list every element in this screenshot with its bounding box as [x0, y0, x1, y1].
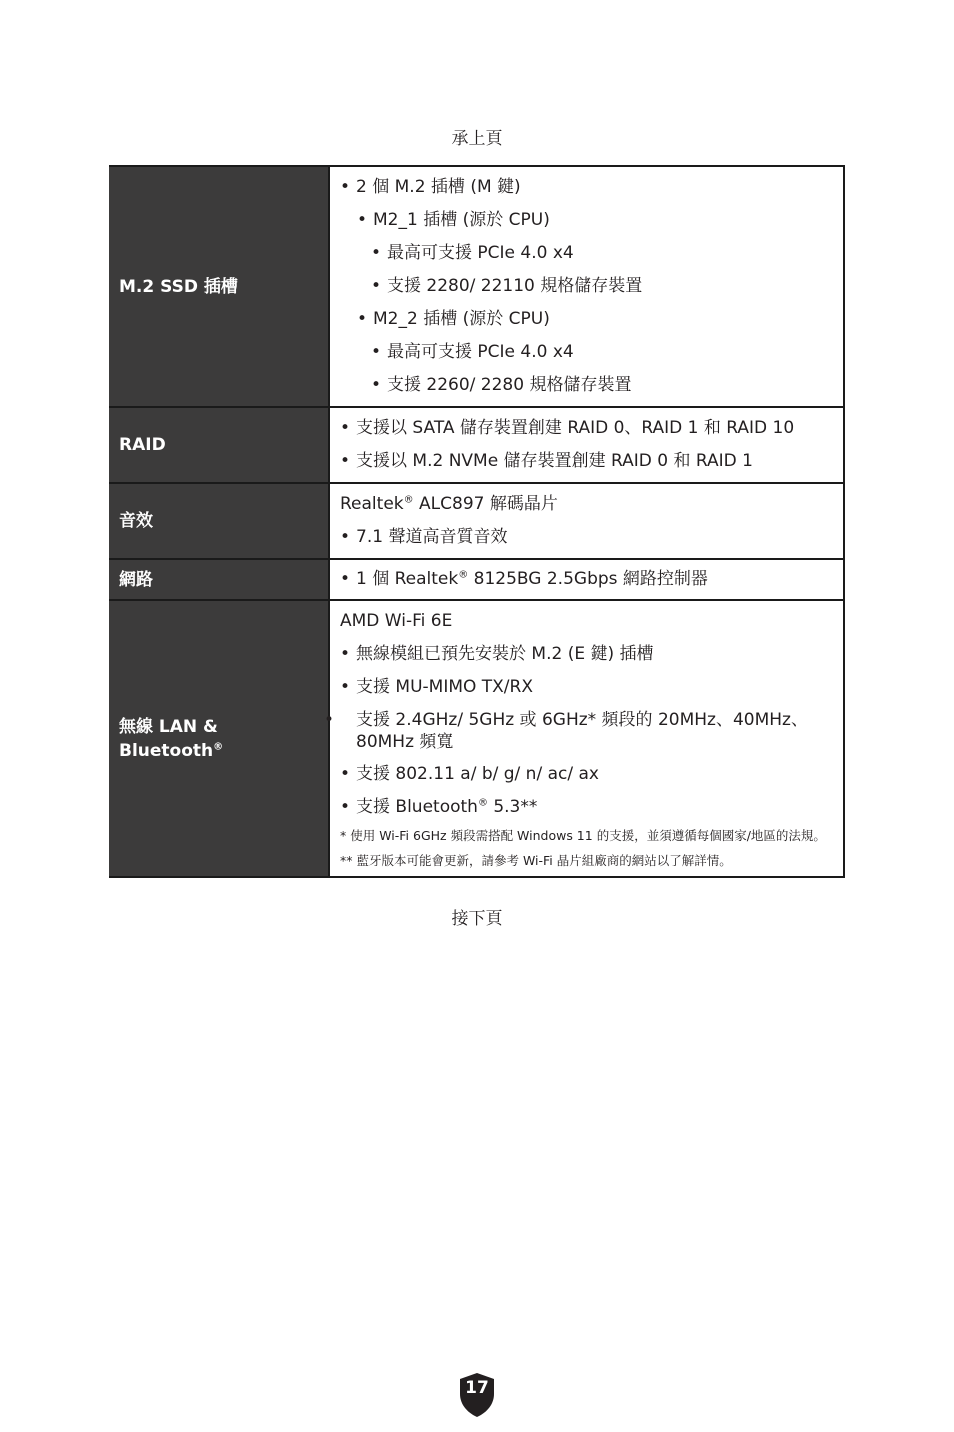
continued-next-label: 接下頁: [451, 909, 503, 929]
list-item: • 支援 2260/ 2280 規格儲存裝置: [371, 375, 632, 395]
audio-chip: Realtek® ALC897 解碼晶片: [340, 494, 558, 514]
list-item: • 支援 2.4GHz/ 5GHz 或 6GHz* 頻段的 20MHz、40MHz、80MHz 頻寬: [324, 710, 808, 752]
row-content-wireless: [324, 600, 844, 877]
row-raid: [109, 407, 844, 483]
row-content-audio: [329, 483, 844, 559]
list-item: • 1 個 Realtek® 8125BG 2.5Gbps 網路控制器: [340, 569, 708, 589]
list-item: • 7.1 聲道高音質音效: [340, 527, 508, 547]
list-item: • M2_1 插槽 (源於 CPU): [357, 210, 550, 230]
list-item: • 支援以 M.2 NVMe 儲存裝置創建 RAID 0 和 RAID 1: [340, 451, 753, 471]
list-item: • 支援 802.11 a/ b/ g/ n/ ac/ ax: [340, 764, 599, 784]
wireless-title: AMD Wi-Fi 6E: [340, 611, 453, 631]
row-content-m2: [329, 166, 844, 407]
row-content-raid: [329, 407, 844, 483]
list-item: • 支援 2280/ 22110 規格儲存裝置: [371, 276, 643, 296]
list-item: • 支援 Bluetooth® 5.3**: [340, 797, 538, 817]
row-label-m2: M.2 SSD 插槽: [109, 166, 329, 407]
row-label-network: 網路: [109, 559, 329, 600]
footnote-wifi-6ghz: * 使用 Wi-Fi 6GHz 頻段需搭配 Windows 11 的支援，並須遵循每個國家/地區的法規。: [340, 828, 826, 843]
row-content-network: [329, 559, 844, 600]
row-network: [109, 559, 844, 600]
row-wireless: [109, 600, 844, 877]
list-item: • 支援以 SATA 儲存裝置創建 RAID 0、RAID 1 和 RAID 10: [340, 418, 795, 438]
row-label-raid: RAID: [109, 407, 329, 483]
list-item: • 最高可支援 PCIe 4.0 x4: [371, 342, 574, 362]
page-number: 17: [465, 1378, 489, 1398]
spec-table: [109, 165, 845, 878]
row-m2-ssd: [109, 166, 844, 407]
list-item: • 最高可支援 PCIe 4.0 x4: [371, 243, 574, 263]
row-label-wireless: 無線 LAN & Bluetooth®: [109, 600, 329, 877]
row-label-audio: 音效: [109, 483, 329, 559]
list-item: • 2 個 M.2 插槽 (M 鍵): [340, 177, 521, 197]
row-audio: [109, 483, 844, 559]
footnote-bluetooth: ** 藍牙版本可能會更新，請參考 Wi-Fi 晶片組廠商的網站以了解詳情。: [340, 853, 732, 868]
list-item: • M2_2 插槽 (源於 CPU): [357, 309, 550, 329]
list-item: • 支援 MU-MIMO TX/RX: [340, 677, 533, 697]
list-item: • 無線模組已預先安裝於 M.2 (E 鍵) 插槽: [340, 644, 654, 664]
continued-from-label: 承上頁: [451, 129, 503, 149]
